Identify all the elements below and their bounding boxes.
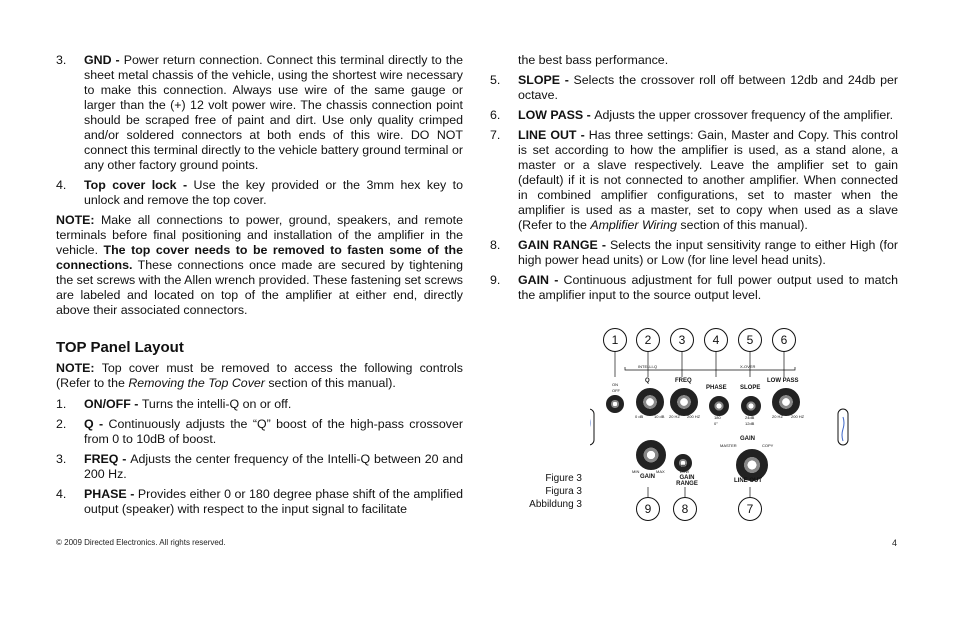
callout-1: 1 — [603, 328, 627, 352]
list-item-top-cover-lock — [56, 178, 463, 208]
phase-switch[interactable] — [709, 396, 729, 416]
item-body: Use the key provided or the 3mm hex key to unlock and remove the top cover. — [84, 178, 463, 207]
caption-de: Abbildung 3 — [529, 499, 582, 510]
list-item-q: 2. Q - Continuously adjusts the “Q” boost of the high-pass crossover from 0 to 10dB of boost. — [56, 417, 463, 446]
callout-2: 2 — [636, 328, 660, 352]
item-number: 4. — [56, 178, 67, 192]
lineout-switch[interactable] — [736, 449, 768, 481]
list-item-lowpass: 6. LOW PASS - Adjusts the upper crossover frequency of the amplifier. — [490, 108, 894, 122]
item-heading: GND - — [84, 53, 124, 67]
list-item-gain-range: 8. GAIN RANGE - Selects the input sensitivity range to either High (for high power head units) or Low (for line level head units). — [490, 238, 899, 267]
freq-min-label: 20 HZ — [669, 414, 680, 419]
low-label: LOW — [680, 469, 690, 474]
list-item-freq: 3. FREQ - Adjusts the center frequency of the Intelli-Q between 20 and 200 Hz. — [56, 452, 463, 481]
list-item-lineout: 7. LINE OUT - Has three settings: Gain, Master and Copy. This control is set according to how the amplifier is used, as a stand alone, a master or a slave respectively. Leave the amplifier set to gain (default) if it is not connected to another amplifier. When connected in combined amplifier configurations, set to master when the amplifier is used as a master, set to copy when used as a slave (Refer to the Amplifier Wiring section of this manual). — [490, 128, 898, 232]
callout-4: 4 — [704, 328, 728, 352]
slope-12-label: 12dB — [745, 421, 755, 426]
item-body: Power return connection. Connect this terminal directly to the sheet metal chassis of the vehicle, using the shortest wire necessary to make this connection. Always use wire of the same gauge or larger than the (+) 12 volt power wire. The chassis connection point should be scraped free of paint and dirt. Use only quality crimped and/or soldered connectors at both ends of this wire. DO NOT connect this terminal directly to the vehicle battery ground terminal or any other factory ground points. — [84, 53, 464, 172]
continuation-text: the best bass performance. — [518, 53, 669, 67]
off-label: OFF — [612, 388, 620, 393]
callout-3: 3 — [670, 328, 694, 352]
gain-knob[interactable] — [636, 440, 666, 470]
panel-lines — [590, 322, 860, 527]
top-panel-figure — [590, 322, 860, 527]
master-label: MASTER — [720, 443, 737, 448]
callout-7: 7 — [738, 497, 762, 521]
list-item-onoff: 1. ON/OFF - Turns the intelli-Q on or off. — [56, 397, 292, 411]
item-number: 3. — [56, 53, 67, 67]
q-knob[interactable] — [636, 388, 664, 416]
lineout-gain-label: GAIN — [740, 436, 755, 442]
figure-captions — [516, 472, 582, 511]
lineout-label: LINE OUT — [734, 478, 762, 484]
slope-label: SLOPE — [740, 385, 761, 391]
gain-min-label: MIN — [632, 469, 640, 474]
gain-range-label: GAIN RANGE — [676, 475, 698, 487]
gain-max-label: MAX — [656, 469, 665, 474]
phase-0-label: 0° — [714, 421, 718, 426]
right-column — [490, 53, 898, 308]
lp-min-label: 20 HZ — [772, 414, 783, 419]
high-label: HIGH — [680, 463, 690, 468]
lowpass-label: LOW PASS — [767, 378, 799, 384]
left-column — [56, 53, 463, 522]
q-max-label: 10 dB — [654, 414, 665, 419]
lp-max-label: 200 HZ — [791, 414, 805, 419]
list-item-phase: 4. PHASE - Provides either 0 or 180 degree phase shift of the amplified output (speaker) with respect to the input signal to facilitate — [56, 487, 464, 516]
note-connections: NOTE: Make all connections to power, ground, speakers, and remote terminals before final positioning and installation of the amplifier in the vehicle. The top cover needs to be removed to fasten some of the connections. These connections once made are secured by tightening the set screws with the Allen wrench provided. These fastening set screws are labeled and located on top of the amplifier at either end, directly above their associated connectors. — [56, 213, 463, 317]
lowpass-knob[interactable] — [772, 388, 800, 416]
freq-label: FREQ — [675, 378, 692, 384]
section-title: TOP Panel Layout — [56, 339, 184, 356]
phase-180-label: 180 — [714, 415, 721, 420]
q-label: Q — [645, 378, 650, 384]
gain-label: GAIN — [640, 474, 655, 480]
freq-max-label: 200 HZ — [687, 414, 701, 419]
list-item-slope: 5. SLOPE - Selects the crossover roll off between 12db and 24db per octave. — [490, 73, 898, 102]
phase-label: PHASE — [706, 385, 727, 391]
callout-6: 6 — [772, 328, 796, 352]
on-label: ON — [612, 382, 618, 387]
copy-label: COPY — [762, 443, 774, 448]
onoff-switch[interactable] — [606, 395, 624, 413]
callout-5: 5 — [738, 328, 762, 352]
copyright-footer: © 2009 Directed Electronics. All rights reserved. — [56, 538, 226, 547]
xover-label: X-OVER — [740, 364, 756, 369]
list-item-gnd — [56, 53, 463, 173]
item-heading: Top cover lock - — [84, 178, 194, 192]
note-top-cover: NOTE: Top cover must be removed to access the following controls (Refer to the Removing the Top Cover section of this manual). — [56, 361, 463, 390]
caption-es: Figura 3 — [545, 486, 582, 497]
slope-24-label: 24dB — [745, 415, 755, 420]
page-number: 4 — [892, 538, 898, 548]
callout-9: 9 — [636, 497, 660, 521]
slope-switch[interactable] — [741, 396, 761, 416]
freq-knob[interactable] — [670, 388, 698, 416]
callout-8: 8 — [673, 497, 697, 521]
list-item-gain: 9. GAIN - Continuous adjustment for full power output used to match the amplifier input to the source output level. — [490, 273, 898, 302]
q-min-label: 0 dB — [635, 414, 644, 419]
intelliq-label: INTELLI-Q — [638, 364, 658, 369]
caption-en: Figure 3 — [545, 473, 582, 484]
